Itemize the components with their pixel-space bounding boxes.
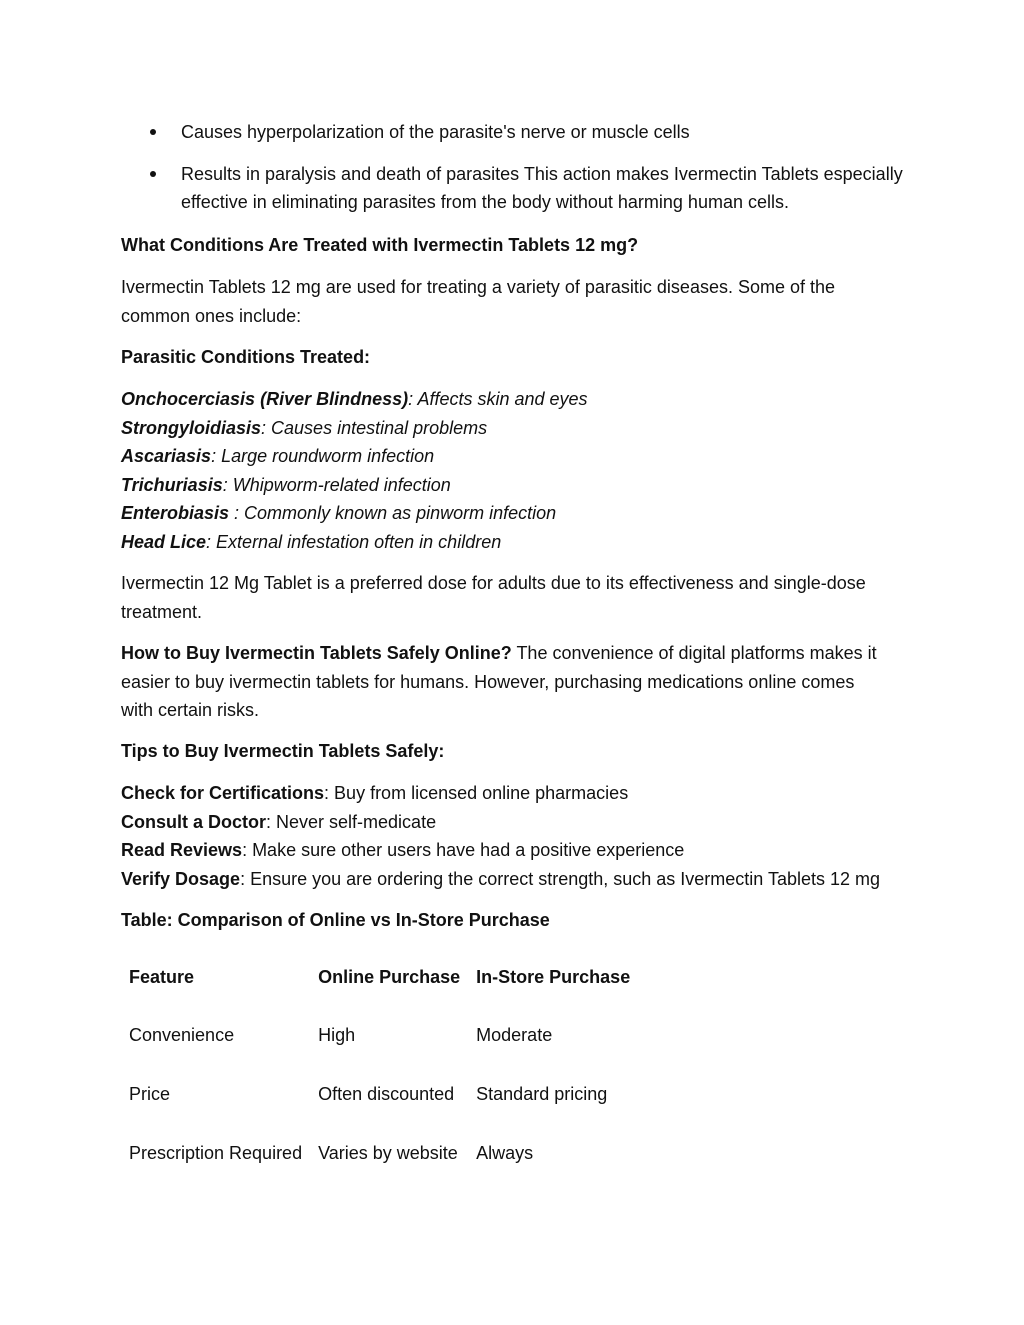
bullet-dot-icon [150,171,156,177]
table-title: Table: Comparison of Online vs In-Store Purchase [121,910,550,930]
mechanism-bullet-list [0,118,1024,217]
condition-item: Onchocerciasis (River Blindness): Affects skin and eyes [121,389,588,409]
condition-item: Strongyloidiasis: Causes intestinal problems [121,417,488,438]
table-row [121,1124,638,1183]
table-cell: Varies by website [318,1142,458,1163]
condition-item: Trichuriasis: Whipworm-related infection [121,474,451,495]
conditions-list [121,385,911,556]
intro-paragraph: Ivermectin Tablets 12 mg are used for treating a variety of parasitic diseases. Some of the common ones include: [121,277,836,326]
table-cell: Convenience [129,1025,235,1046]
condition-item: Head Lice: External infestation often in children [121,531,502,552]
tip-item: Consult a Doctor: Never self-medicate [121,811,437,832]
comparison-table [121,948,638,1182]
table-header-cell: Feature [129,966,195,987]
table-cell: High [318,1025,356,1046]
dose-paragraph: Ivermectin 12 Mg Tablet is a preferred dose for adults due to its effectiveness and single-dose treatment. [121,573,866,622]
table-cell: Standard pricing [476,1083,608,1104]
table-cell: Prescription Required [129,1142,303,1163]
condition-item: Enterobiasis : Commonly known as pinworm infection [121,503,557,523]
table-row [121,1065,638,1124]
condition-item: Ascariasis: Large roundworm infection [121,446,435,466]
tip-item: Check for Certifications: Buy from licensed online pharmacies [121,783,629,803]
table-cell: Often discounted [318,1083,455,1104]
table-cell: Moderate [476,1025,553,1046]
table-header-cell: Online Purchase [318,966,461,987]
tip-item: Read Reviews: Make sure other users have had a positive experience [121,840,685,860]
heading-parasitic-conditions: Parasitic Conditions Treated: [121,347,371,367]
table-header-row [121,948,638,1007]
table-cell: Price [129,1083,171,1104]
tip-item: Verify Dosage: Ensure you are ordering the correct strength, such as Ivermectin Tablets 12 mg [121,868,881,889]
bullet-item: Causes hyperpolarization of the parasite's nerve or muscle cells [0,118,921,147]
heading-conditions: What Conditions Are Treated with Ivermectin Tablets 12 mg? [121,235,639,255]
table-cell: Always [476,1142,534,1163]
buy-heading: How to Buy Ivermectin Tablets Safely Online? [121,643,512,663]
heading-tips: Tips to Buy Ivermectin Tablets Safely: [121,741,445,761]
tips-list [121,779,911,893]
buy-paragraph: How to Buy Ivermectin Tablets Safely Online? The convenience of digital platforms makes it easier to buy ivermectin tablets for humans. However, purchasing medications online comes with certain risks. [121,643,877,720]
table-row [121,1007,638,1066]
bullet-dot-icon [150,129,156,135]
bullet-item: Results in paralysis and death of parasites This action makes Ivermectin Tablets especially effective in eliminating parasites from the body without harming human cells. [0,160,921,217]
table-header-cell: In-Store Purchase [476,966,631,987]
